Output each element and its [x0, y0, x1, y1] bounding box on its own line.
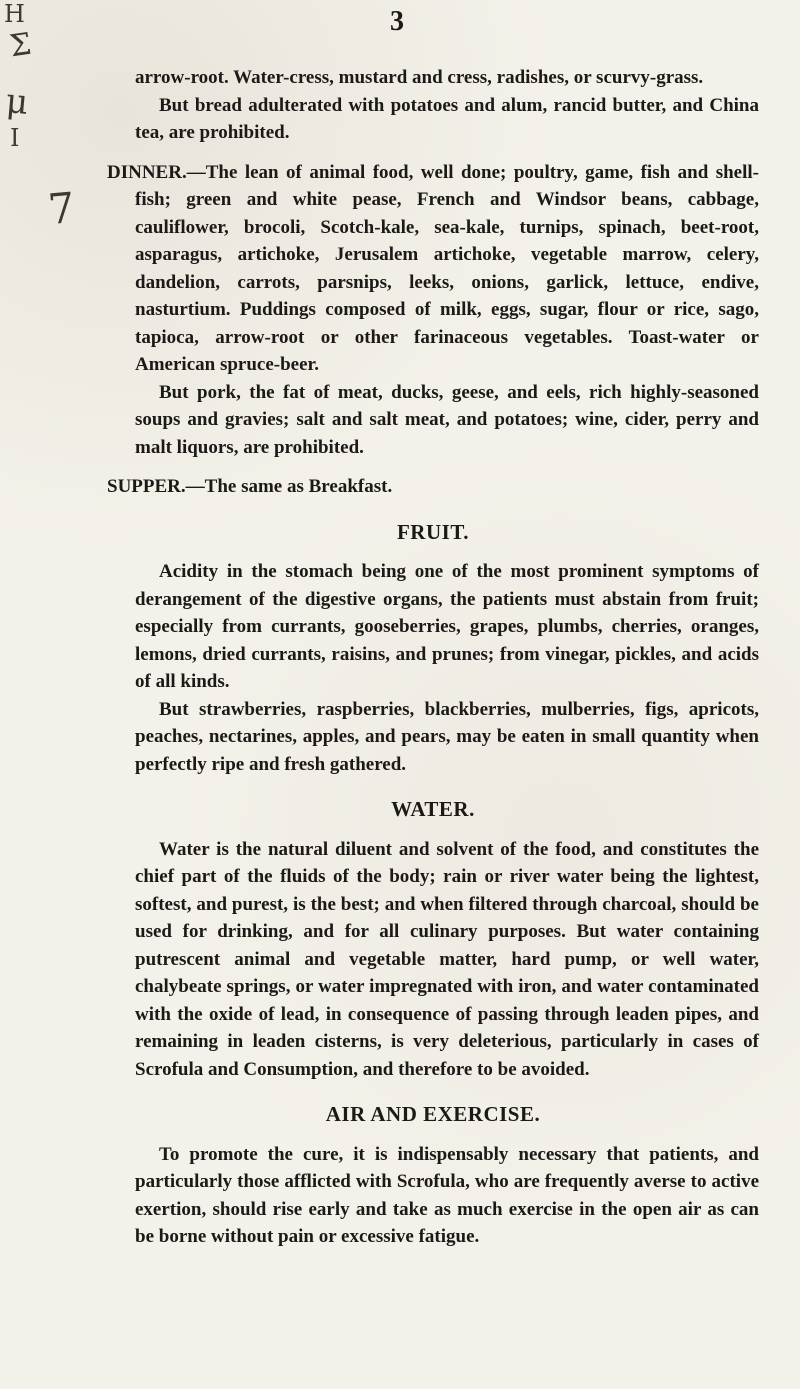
- supper-text: —The same as Breakfast.: [185, 476, 393, 497]
- handwritten-mark: 7: [45, 182, 77, 235]
- fruit-title: FRUIT.: [396, 519, 470, 544]
- handwritten-mark: H: [4, 0, 25, 28]
- dinner-prohibited: But pork, the fat of meat, ducks, geese, and eels, rich highly-seasoned soups and gravies; salt and salt meat, and potatoes; wine, cider, perry and malt liquors, are prohibited.: [135, 381, 759, 458]
- intro-line: But bread adulterated with potatoes and alum, rancid butter, and China tea, are prohibited.: [135, 94, 759, 143]
- page-content: [107, 64, 759, 1251]
- intro-line: arrow-root. Water-cress, mustard and cress, radishes, or scurvy-grass.: [135, 67, 704, 88]
- water-paragraph: Water is the natural diluent and solvent of the food, and constitutes the chief part of the fluids of the body; rain or river water being the lightest, softest, and purest, is the best; and when filtered through charcoal, should be used for drinking, and for all culinary purposes. But water containing putrescent animal and vegetable matter, hard pump, or well water, chalybeate springs, or water impregnated with iron, and water contaminated with the oxide of lead, in consequence of passing through leaden pipes, and remaining in leaden cisterns, is very deleterious, particularly in cases of Scrofula and Consumption, and therefore to be avoided.: [135, 838, 759, 1080]
- dinner-label: DINNER.: [107, 161, 187, 183]
- water-title: WATER.: [391, 797, 475, 821]
- handwritten-mark: Ʃ: [7, 26, 34, 65]
- dinner-paragraph: [107, 159, 759, 379]
- fruit-paragraph-2: But strawberries, raspberries, blackberries, mulberries, figs, apricots, peaches, nectarines, apples, and pears, may be eaten in small quantity when perfectly ripe and fresh gathered.: [135, 698, 759, 775]
- page-number: 3: [390, 6, 404, 37]
- air-exercise-paragraph: To promote the cure, it is indispensably necessary that patients, and particularly those afflicted with Scrofula, who are frequently averse to active exertion, should rise early and take as much exercise in the open air as can be borne without pain or excessive fatigue.: [135, 1143, 759, 1247]
- handwritten-mark: I: [10, 124, 20, 152]
- fruit-paragraph-1: Acidity in the stomach being one of the most prominent symptoms of derangement of the digestive organs, the patients must abstain from fruit; especially from currants, gooseberries, grapes, plumbs, cherries, oranges, lemons, dried currants, raisins, and prunes; from vinegar, pickles, and acids of all kinds.: [135, 561, 759, 692]
- margin-marks: [0, 0, 80, 260]
- air-exercise-title: AIR AND EXERCISE.: [325, 1102, 541, 1126]
- supper-paragraph: [107, 473, 759, 501]
- handwritten-mark: μ: [4, 81, 30, 123]
- dinner-text: —The lean of animal food, well done; poultry, game, fish and shell-fish; green and white pease, French and Windsor beans, cabbage, cauliflower, brocoli, Scotch-kale, sea-kale, turnips, spinach, beet-root, asparagus, artichoke, Jerusalem artichoke, vegetable marrow, celery, dandelion, carrots, parsnips, leeks, onions, garlick, lettuce, endive, nasturtium. Puddings composed of milk, eggs, sugar, flour or rice, sago, tapioca, arrow-root or other farinaceous vegetables. Toast-water or American spruce-beer.: [135, 161, 759, 375]
- supper-label: SUPPER.: [107, 476, 186, 497]
